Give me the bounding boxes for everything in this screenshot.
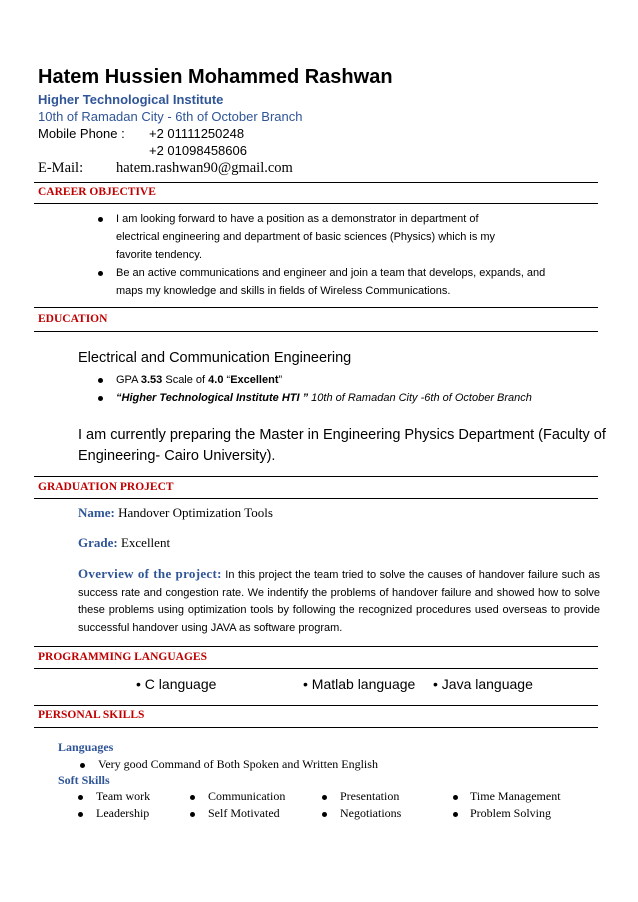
school-name: “Higher Technological Institute HTI ” [116, 392, 309, 404]
bullet-icon [453, 812, 458, 817]
institute-branch: 10th of Ramadan City - 6th of October Branch [38, 109, 303, 124]
master-line-1: I am currently preparing the Master in Engineering Physics Department (Faculty of [78, 427, 606, 443]
gpa-mid: Scale of [162, 374, 209, 386]
section-divider [34, 498, 598, 499]
career-objective-heading: CAREER OBJECTIVE [38, 186, 156, 198]
project-grade-label: Grade: [78, 535, 118, 550]
bullet-icon [80, 763, 85, 768]
bullet-icon [190, 812, 195, 817]
bullet-icon [98, 217, 103, 222]
gpa-value: 3.53 [140, 374, 163, 386]
career-bullet-2-line-1: Be an active communications and engineer and join a team that develops, expands, and [116, 267, 546, 279]
section-divider [34, 307, 598, 308]
languages-item: Very good Command of Both Spoken and Written English [98, 757, 378, 771]
phone-number-2: +2 01098458606 [149, 143, 247, 158]
career-bullet-1-line-3: favorite tendency. [116, 249, 203, 261]
gpa-scale: 4.0 [208, 374, 224, 386]
bullet-icon [98, 378, 103, 383]
bullet-icon [78, 812, 83, 817]
degree-title: Electrical and Communication Engineering [78, 350, 352, 366]
bullet-icon [453, 795, 458, 800]
graduation-project-heading: GRADUATION PROJECT [38, 481, 174, 493]
project-grade-value: Excellent [117, 535, 171, 550]
bullet-icon [190, 795, 195, 800]
soft-skill-item: Self Motivated [208, 806, 280, 820]
section-divider [34, 182, 598, 183]
bullet-icon [78, 795, 83, 800]
section-divider [34, 476, 598, 477]
soft-skill-item: Communication [208, 789, 286, 803]
soft-skill-item: Presentation [340, 789, 400, 803]
section-divider [34, 646, 598, 647]
section-divider [34, 668, 598, 669]
master-line-2: Engineering- Cairo University). [78, 448, 276, 464]
programming-language-item: • Matlab language [303, 676, 416, 692]
candidate-name: Hatem Hussien Mohammed Rashwan [38, 66, 393, 88]
soft-skills-label: Soft Skills [58, 773, 110, 787]
section-divider [34, 727, 598, 728]
soft-skill-item: Leadership [96, 806, 150, 820]
institute-name: Higher Technological Institute [38, 92, 224, 107]
project-overview-text: In this project the team tried to solve the causes of handover failure such as success rate and congestion rate. We indentify the problems of handover failure and showed how to solve these problems using optimization tools by following the recognized procedures used overseas to provide successful handover using JAVA as software program. [78, 569, 600, 634]
gpa-prefix: GPA [116, 374, 141, 386]
email-address: hatem.rashwan90@gmail.com [116, 160, 293, 176]
bullet-icon [322, 812, 327, 817]
section-divider [34, 203, 598, 204]
section-divider [34, 331, 598, 332]
soft-skill-item: Team work [96, 789, 151, 803]
project-name-line [78, 505, 273, 521]
soft-skill-item: Time Management [470, 789, 561, 803]
career-bullet-1-line-1: I am looking forward to have a position as a demonstrator in department of [116, 213, 479, 225]
gpa-quote-open: “ [223, 374, 231, 386]
languages-label: Languages [58, 740, 114, 754]
school-location: 10th of Ramadan City -6th of October Branch [308, 392, 532, 404]
project-overview-label: Overview of the project: [78, 566, 222, 581]
programming-language-item: • C language [136, 676, 217, 692]
email-label: E-Mail: [38, 160, 84, 176]
gpa-quote-close: ” [278, 374, 283, 386]
education-heading: EDUCATION [38, 313, 108, 325]
project-name-value: Handover Optimization Tools [114, 505, 273, 520]
career-bullet-2-line-2: maps my knowledge and skills in fields of Wireless Communications. [116, 285, 451, 297]
personal-skills-heading: PERSONAL SKILLS [38, 709, 145, 721]
school-line [116, 389, 532, 407]
project-grade-line [78, 535, 170, 551]
bullet-icon [322, 795, 327, 800]
project-overview [78, 565, 600, 637]
gpa-line [116, 371, 282, 389]
programming-language-item: • Java language [433, 676, 533, 692]
soft-skill-item: Problem Solving [470, 806, 552, 820]
phone-number-1: +2 01111250248 [149, 126, 245, 141]
phone-label: Mobile Phone : [38, 126, 125, 141]
career-bullet-1-line-2: electrical engineering and department of basic sciences (Physics) which is my [116, 231, 496, 243]
gpa-grade: Excellent [230, 374, 279, 386]
bullet-icon [98, 396, 103, 401]
section-divider [34, 705, 598, 706]
soft-skill-item: Negotiations [340, 806, 402, 820]
programming-languages-heading: PROGRAMMING LANGUAGES [38, 651, 207, 663]
project-name-label: Name: [78, 505, 115, 520]
bullet-icon [98, 271, 103, 276]
